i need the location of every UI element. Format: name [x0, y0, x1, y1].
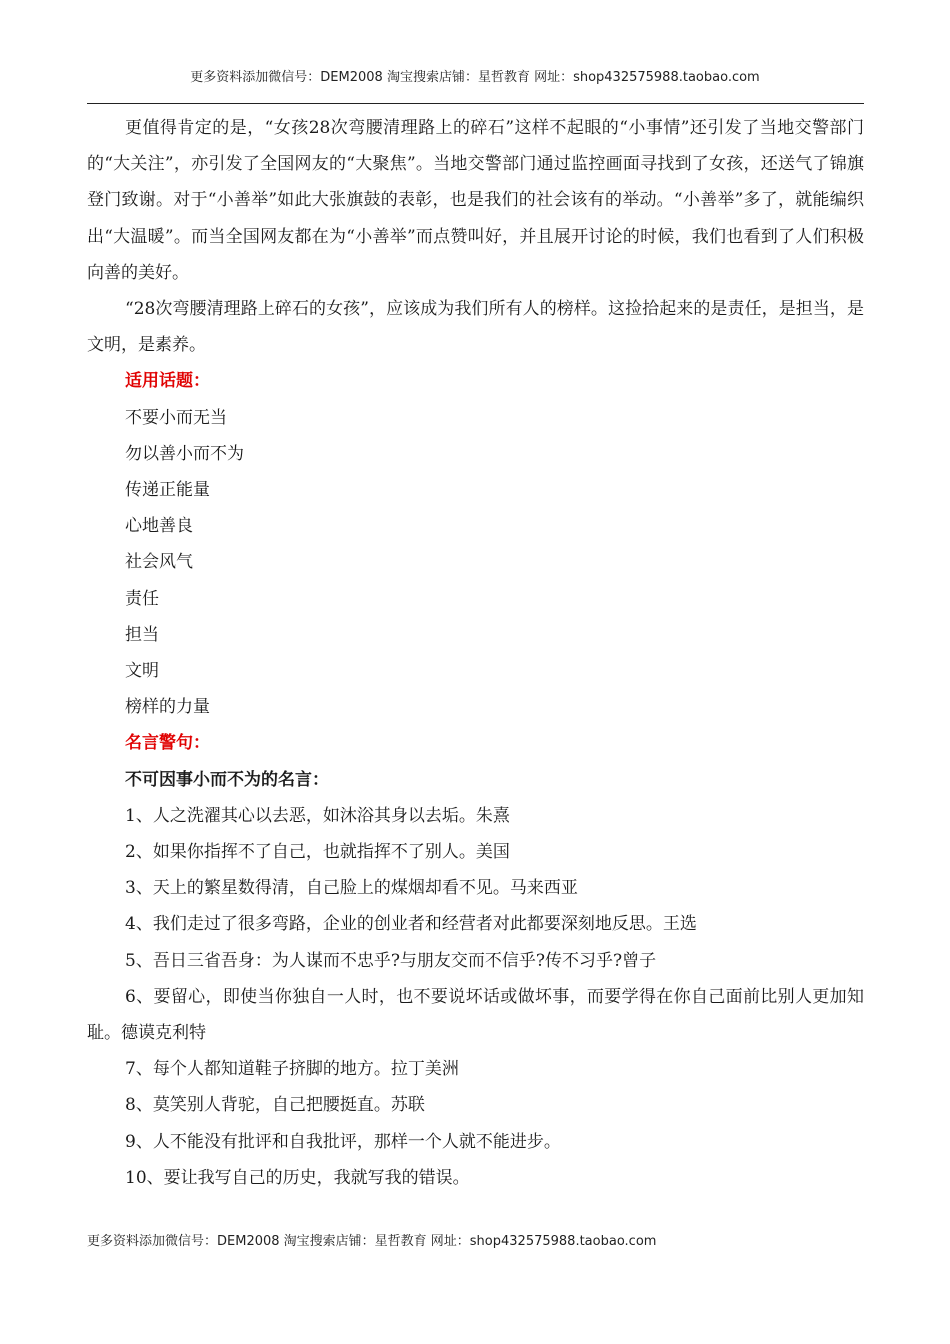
topic-item: 文明	[125, 661, 159, 682]
quote-item: 9、人不能没有批评和自我批评，那样一个人就不能进步。	[125, 1131, 561, 1152]
topic-item: 榜样的力量	[125, 697, 210, 718]
body-paragraph: “28次弯腰清理路上碎石的女孩”，应该成为我们所有人的榜样。这捡拾起来的是责任，是担当，是文明，是素养。	[87, 299, 864, 356]
body-paragraph: 更值得肯定的是，“女孩28次弯腰清理路上的碎石”这样不起眼的“小事情”还引发了当地交警部门的“大关注”，亦引发了全国网友的“大聚焦”。当地交警部门通过监控画面寻找到了女孩，还送气了锦旗登门致谢。对于“小善举”如此大张旗鼓的表彰，也是我们的社会该有的举动。“小善举”多了，就能编织出“大温暖”。而当全国网友都在为“小善举”而点赞叫好，并且展开讨论的时候，我们也看到了人们积极向善的美好。	[87, 118, 864, 283]
topics-heading: 适用话题：	[125, 371, 210, 392]
quote-item: 6、要留心，即使当你独自一人时，也不要说坏话或做坏事，而要学得在你自己面前比别人更加知耻。德谟克利特	[87, 986, 864, 1044]
quote-item: 5、吾日三省吾身：为人谋而不忠乎?与朋友交而不信乎?传不习乎?曾子	[125, 950, 657, 971]
topic-item: 心地善良	[125, 516, 193, 537]
document-body	[87, 110, 864, 1196]
topic-item: 社会风气	[125, 552, 193, 573]
quotes-heading: 名言警句：	[125, 733, 210, 754]
quote-item: 4、我们走过了很多弯路，企业的创业者和经营者对此都要深刻地反思。王选	[125, 914, 697, 935]
topic-item: 传递正能量	[125, 480, 210, 501]
topic-item: 不要小而无当	[125, 407, 227, 428]
header-divider	[87, 103, 864, 104]
page-header: 更多资料添加微信号：DEM2008 淘宝搜索店铺：星哲教育 网址：shop432575988.taobao.com	[190, 70, 760, 85]
topic-item: 担当	[125, 624, 159, 645]
quote-item: 8、莫笑别人背驼，自己把腰挺直。苏联	[125, 1095, 425, 1116]
quote-item: 1、人之洗濯其心以去恶，如沐浴其身以去垢。朱熹	[125, 805, 510, 826]
topic-item: 勿以善小而不为	[125, 443, 244, 464]
topic-item: 责任	[125, 588, 159, 609]
quote-item: 10、要让我写自己的历史，我就写我的错误。	[125, 1167, 470, 1188]
quote-item: 2、如果你指挥不了自己，也就指挥不了别人。美国	[125, 842, 510, 863]
quote-item: 3、天上的繁星数得清，自己脸上的煤烟却看不见。马来西亚	[125, 878, 578, 899]
page-footer: 更多资料添加微信号：DEM2008 淘宝搜索店铺：星哲教育 网址：shop432575988.taobao.com	[87, 1234, 657, 1249]
quote-item: 7、每个人都知道鞋子挤脚的地方。拉丁美洲	[125, 1059, 459, 1080]
quotes-subheading: 不可因事小而不为的名言：	[125, 769, 329, 790]
